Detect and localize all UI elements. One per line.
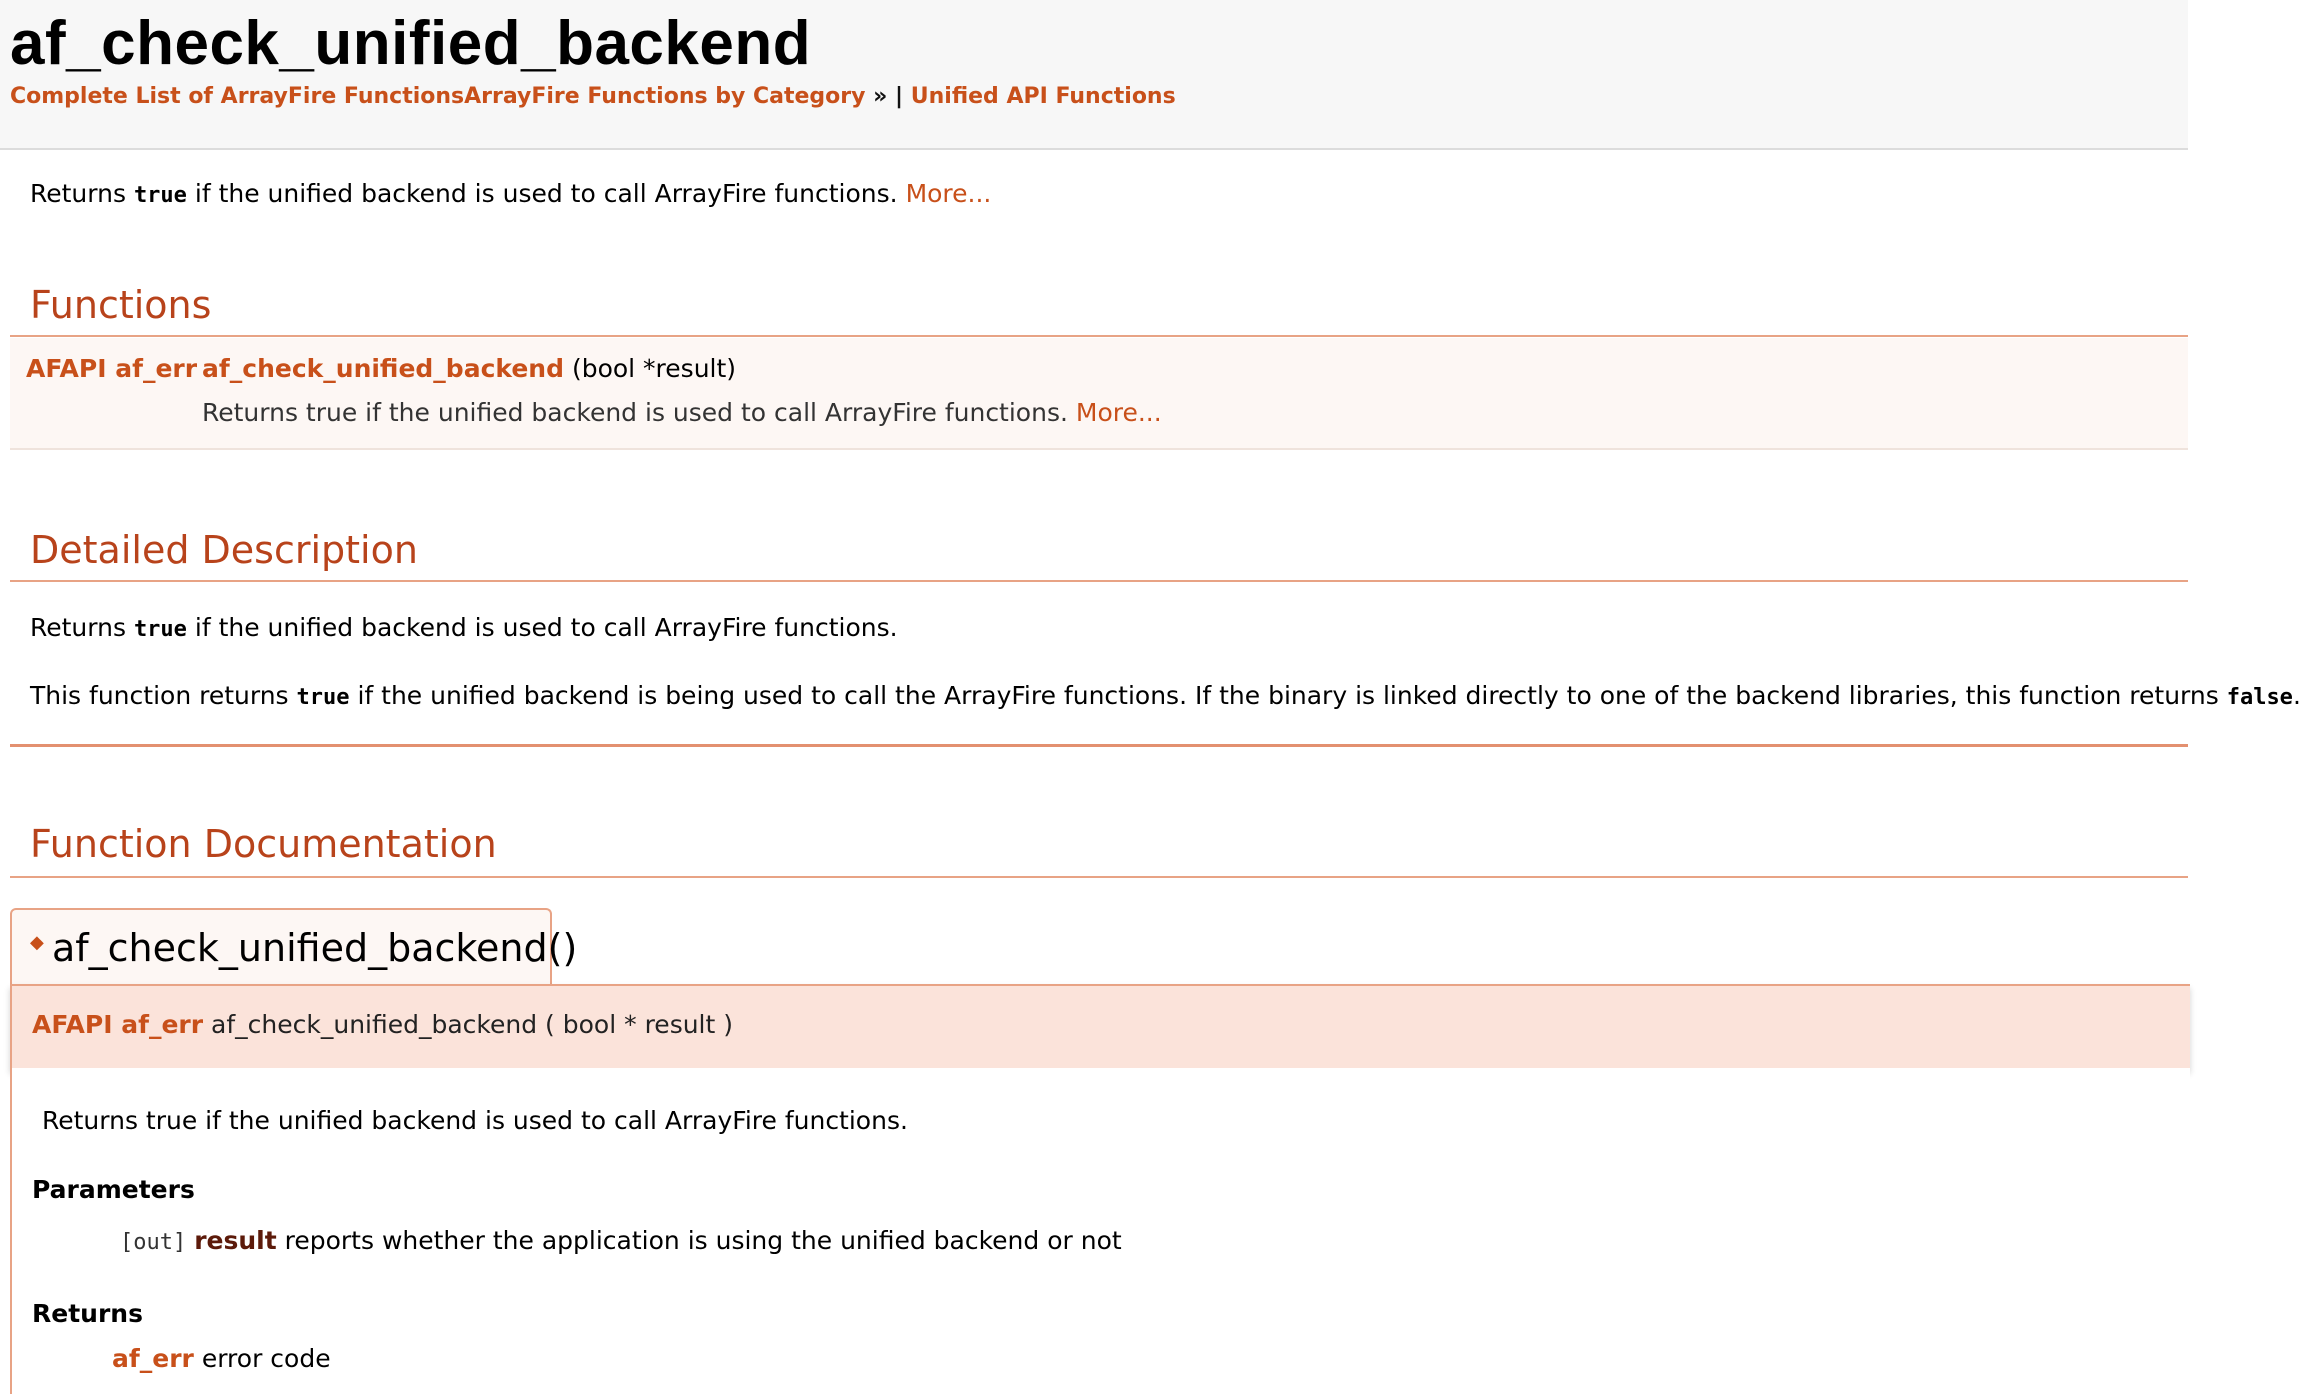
returns-type-link[interactable]: af_err [112,1344,194,1373]
keyword-true: true [133,617,187,642]
returns-description: error code [193,1344,331,1373]
breadcrumb [10,82,1176,112]
breadcrumb-pipe: | [895,84,904,109]
detailed-paragraph-1: Returns true if the unified backend is used to call ArrayFire functions. [30,613,898,642]
function-args: (bool *result) [564,354,737,383]
function-documentation-divider [10,876,2188,878]
prototype-line: AFAPI af_err af_check_unified_backend ( bool * result ) [32,1010,734,1039]
function-documentation-heading: Function Documentation [30,822,497,866]
more-link[interactable]: More... [905,179,992,208]
breadcrumb-link-categories[interactable]: Complete List of ArrayFire FunctionsArrayFire Functions by Category [10,84,866,109]
breadcrumb-separator: » [873,84,888,109]
detailed-end-divider [10,744,2188,747]
keyword-false: false [2226,685,2293,710]
function-more-link[interactable]: More... [1075,398,1162,427]
page-header [0,0,2188,150]
prototype-function-name: af_check_unified_backend [203,1010,538,1039]
functions-divider [10,335,2188,337]
returns-row [112,1342,331,1376]
param-direction: [out] [120,1230,187,1255]
function-name-link[interactable]: af_check_unified_backend [202,354,564,383]
param-description: reports whether the application is using the unified backend or not [276,1226,1122,1255]
page-title: af_check_unified_backend [10,9,812,78]
member-title: af_check_unified_backend() [52,926,578,970]
parameters-heading: Parameters [32,1175,195,1204]
prototype-param-name: result [644,1010,716,1039]
brief-description: Returns true if the unified backend is used to call ArrayFire functions. More... [30,179,992,208]
function-signature [202,352,736,386]
parameter-row [120,1224,1122,1260]
keyword-true: true [133,183,187,208]
member-title-tab [10,908,578,988]
param-name: result [194,1226,277,1255]
detailed-description-divider [10,580,2188,582]
function-return-type[interactable]: AFAPI af_err [26,354,198,383]
member-doc-description: Returns true if the unified backend is used to call ArrayFire functions. [42,1106,908,1135]
detailed-description-heading: Detailed Description [30,528,418,572]
detailed-paragraph-2: This function returns true if the unified backend is being used to call the ArrayFire functions. If the binary is linked directly to one of the backend libraries, this function returns false. [30,681,2301,710]
returns-heading: Returns [32,1299,143,1328]
member-prototype [10,984,2190,1070]
breadcrumb-link-unified-api[interactable]: Unified API Functions [910,84,1176,109]
prototype-return-type[interactable]: AFAPI af_err [32,1010,204,1039]
function-summary-description: Returns true if the unified backend is used to call ArrayFire functions. More... [202,398,1162,427]
function-summary-row [10,338,2188,450]
keyword-true: true [296,685,350,710]
functions-heading: Functions [30,283,212,327]
diamond-icon: ◆ [30,932,44,953]
prototype-param-type: bool * [562,1010,645,1039]
